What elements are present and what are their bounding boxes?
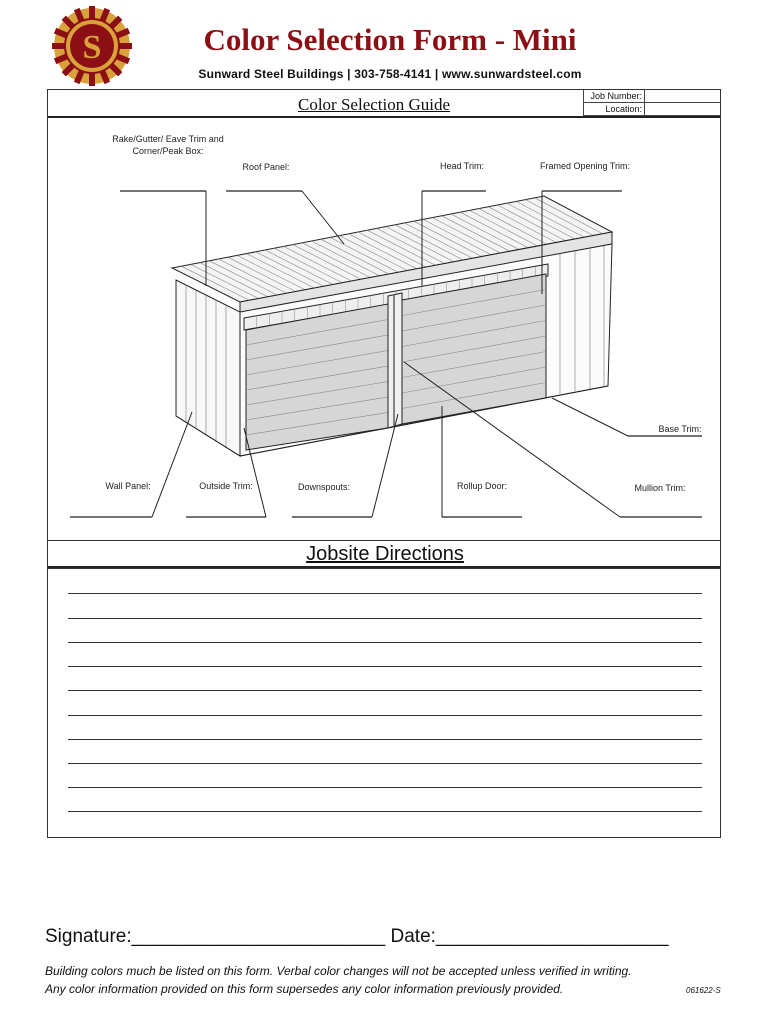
jobsite-directions-box[interactable] [47, 568, 721, 838]
label-roof-panel: Roof Panel: [242, 162, 290, 172]
job-number-label: Job Number: [590, 91, 642, 101]
footer-note-1: Building colors much be listed on this form. Verbal color changes will not be accepted unless verified in writing. [45, 964, 632, 978]
direction-line[interactable] [68, 739, 702, 740]
footer-note-2: Any color information provided on this form supersedes any color information previously provided. [45, 982, 564, 996]
mullion [388, 293, 402, 428]
location-label: Location: [605, 104, 642, 114]
label-mullion-trim: Mullion Trim: [634, 483, 686, 493]
rollup-door-1 [246, 304, 388, 450]
label-head-trim: Head Trim: [439, 161, 484, 171]
logo-letter: S [82, 29, 102, 66]
jobsite-directions-title: Jobsite Directions [306, 543, 464, 565]
label-downspouts: Downspouts: [297, 482, 351, 492]
form-title: Color Selection Form - Mini [203, 22, 577, 57]
direction-line[interactable] [68, 811, 702, 812]
direction-line[interactable] [68, 763, 702, 764]
label-framed-opening-trim: Framed Opening Trim: [539, 161, 631, 171]
signature-date-line[interactable]: Signature:________________________ Date:______________________ [45, 926, 669, 947]
direction-line[interactable] [68, 666, 702, 667]
label-base-trim: Base Trim: [658, 424, 702, 434]
direction-line[interactable] [68, 690, 702, 691]
guide-title: Color Selection Guide [298, 95, 451, 114]
direction-line[interactable] [68, 787, 702, 788]
jobsite-directions-header [47, 540, 721, 568]
direction-line[interactable] [68, 618, 702, 619]
direction-line[interactable] [68, 593, 702, 594]
form-code: 061622-S [686, 986, 721, 995]
label-outside-trim: Outside Trim: [199, 481, 253, 491]
label-rake-gutter-eave: Rake/Gutter/ Eave Trim and Corner/Peak Box: [112, 134, 224, 156]
direction-line[interactable] [68, 715, 702, 716]
direction-line[interactable] [68, 642, 702, 643]
label-wall-panel: Wall Panel: [105, 481, 151, 491]
company-contact: Sunward Steel Buildings | 303-758-4141 | www.sunwardsteel.com [198, 67, 582, 81]
label-rollup-door: Rollup Door: [456, 481, 508, 491]
